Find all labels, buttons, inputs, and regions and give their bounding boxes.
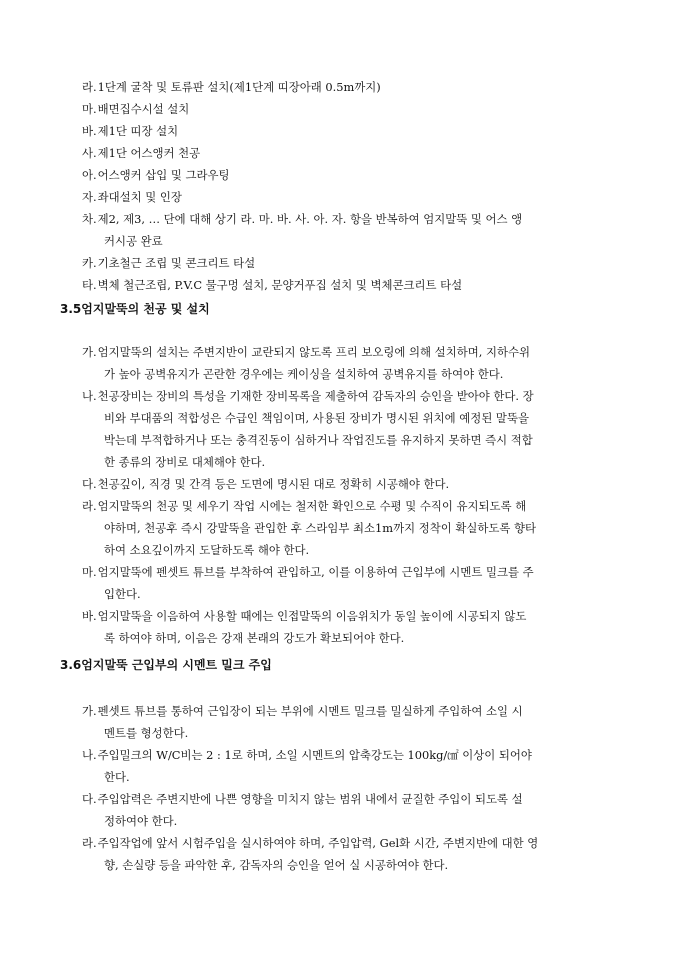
list-item: [82, 700, 628, 722]
list-text-continuation: 비와 부대품의 적합성은 수급인 책임이며, 사용된 장비가 명시된 위치에 예정된 말뚝을: [104, 411, 529, 425]
list-item: [82, 186, 628, 208]
list-text: 천공깊이, 직경 및 간격 등은 도면에 명시된 대로 정확히 시공해야 한다.: [97, 477, 450, 491]
list-item: [82, 495, 628, 517]
list-text: 좌대설치 및 인장: [97, 190, 182, 204]
list-text: 기초철근 조립 및 콘크리트 타설: [97, 256, 256, 270]
list-item: [82, 142, 628, 164]
list-item: [82, 832, 628, 854]
list-text-continuation: 향, 손실량 등을 파악한 후, 감독자의 승인을 얻어 실 시공하여야 한다.: [104, 858, 449, 872]
list-text: 주입작업에 앞서 시험주입을 실시하여야 하며, 주입압력, Gel화 시간, 주변지반에 대한 영: [97, 836, 539, 850]
list-item: [82, 120, 628, 142]
list-text: 펜셋트 튜브를 통하여 근입장이 되는 부위에 시멘트 밀크를 밀실하게 주입하여 소일 시: [97, 704, 523, 718]
list-text-continuation: 한 종류의 장비로 대체해야 한다.: [104, 455, 266, 469]
list-marker: 사.: [82, 146, 97, 160]
list-text: 벽체 철근조립, P.V.C 물구멍 설치, 문양거푸집 설치 및 벽체콘크리트 타설: [97, 278, 463, 292]
list-marker: 바.: [82, 124, 97, 138]
list-text: 엄지말뚝에 펜셋트 튜브를 부착하여 관입하고, 이를 이용하여 근입부에 시멘트 밀크를 주: [97, 565, 534, 579]
list-text-continuation: 야하며, 천공후 즉시 강말뚝을 관입한 후 스라임부 최소1m까지 정착이 확실하도록 향타: [104, 521, 536, 535]
list-marker: 바.: [82, 609, 97, 623]
list-marker: 자.: [82, 190, 97, 204]
list-marker: 차.: [82, 212, 97, 226]
list-item: [82, 744, 628, 766]
list-text-continuation: 한다.: [104, 770, 130, 784]
list-text: 주입압력은 주변지반에 나쁜 영향을 미치지 않는 범위 내에서 균질한 주입이 되도록 설: [97, 792, 523, 806]
list-marker: 다.: [82, 792, 97, 806]
list-text: 어스앵커 삽입 및 그라우팅: [97, 168, 230, 182]
list-marker: 마.: [82, 565, 97, 579]
list-item: [82, 561, 628, 583]
list-text: 배면집수시설 설치: [97, 102, 190, 116]
list-text: 엄지말뚝의 천공 및 세우기 작업 시에는 철저한 확인으로 수평 및 수직이 유지되도록 해: [97, 499, 527, 513]
list-text: 제1단 띠장 설치: [97, 124, 179, 138]
section-heading: 3.5엄지말뚝의 천공 및 설치: [60, 302, 210, 316]
list-item: [82, 274, 628, 296]
list-text-continuation: 정하여야 한다.: [104, 814, 178, 828]
list-item: [82, 208, 628, 230]
list-text-continuation: 하여 소요깊이까지 도달하도록 해야 한다.: [104, 543, 310, 557]
list-marker: 마.: [82, 102, 97, 116]
list-text-continuation: 입한다.: [104, 587, 141, 601]
list-text-continuation: 커시공 완료: [104, 234, 163, 248]
list-marker: 타.: [82, 278, 97, 292]
list-marker: 나.: [82, 389, 97, 403]
list-item: [82, 605, 628, 627]
list-text-continuation: 멘트를 형성한다.: [104, 726, 189, 740]
section-heading: 3.6엄지말뚝 근입부의 시멘트 밀크 주입: [60, 658, 272, 672]
list-text-continuation: 박는데 부적합하거나 또는 충격진동이 심하거나 작업진도를 유지하지 못하면 즉시 적합: [104, 433, 533, 447]
list-marker: 나.: [82, 748, 97, 762]
list-text-continuation: 가 높아 공벽유지가 곤란한 경우에는 케이싱을 설치하여 공벽유지를 하여야 한다.: [104, 367, 504, 381]
list-text: 엄지말뚝의 설치는 주변지반이 교란되지 않도록 프리 보오링에 의해 설치하며, 지하수위: [97, 345, 530, 359]
list-text: 1단계 굴착 및 토류판 설치(제1단계 띠장아래 0.5m까지): [97, 80, 381, 94]
list-marker: 아.: [82, 168, 97, 182]
list-text: 주입밀크의 W/C비는 2 : 1로 하며, 소일 시멘트의 압축강도는 100kg/㎠ 이상이 되어야: [97, 748, 532, 762]
list-item: [82, 473, 628, 495]
list-item: [82, 252, 628, 274]
list-item: [82, 98, 628, 120]
list-marker: 가.: [82, 345, 97, 359]
list-marker: 라.: [82, 836, 97, 850]
list-marker: 라.: [82, 80, 97, 94]
list-item: [82, 76, 628, 98]
list-text-continuation: 록 하여야 하며, 이음은 강재 본래의 강도가 확보되어야 한다.: [104, 631, 405, 645]
list-item: [82, 164, 628, 186]
list-marker: 라.: [82, 499, 97, 513]
list-item: [82, 788, 628, 810]
list-item: [82, 341, 628, 363]
list-marker: 다.: [82, 477, 97, 491]
list-text: 제2, 제3, … 단에 대해 상기 라. 마. 바. 사. 아. 자. 항을 반복하여 엄지말뚝 및 어스 앵: [97, 212, 523, 226]
list-text: 제1단 어스앵커 천공: [97, 146, 201, 160]
list-text: 천공장비는 장비의 특성을 기재한 장비목록을 제출하여 감독자의 승인을 받아야 한다. 장: [97, 389, 534, 403]
list-item: [82, 385, 628, 407]
list-marker: 카.: [82, 256, 97, 270]
list-marker: 가.: [82, 704, 97, 718]
list-text: 엄지말뚝을 이음하여 사용할 때에는 인접말뚝의 이음위치가 동일 높이에 시공되지 않도: [97, 609, 527, 623]
